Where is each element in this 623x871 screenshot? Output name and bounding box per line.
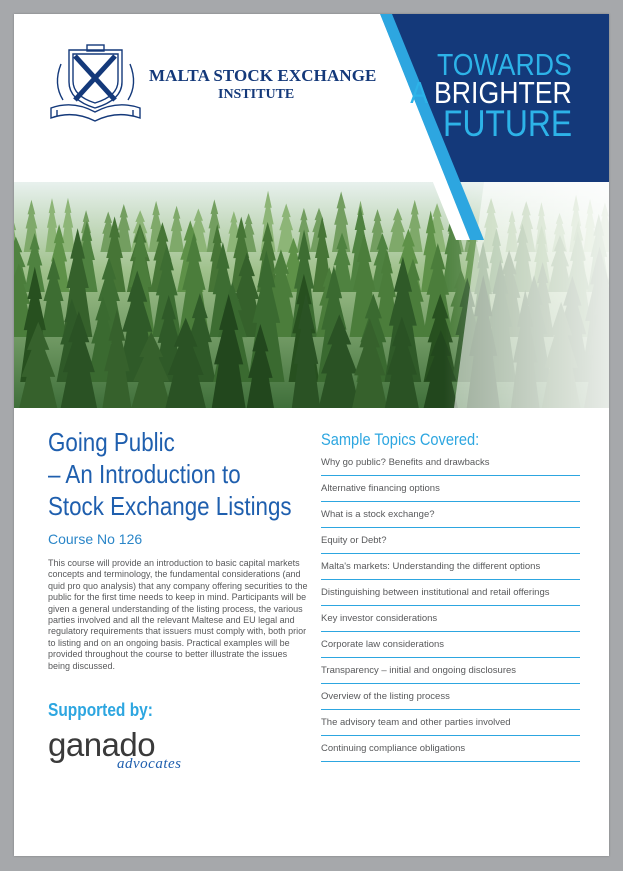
brochure-page [14, 14, 609, 856]
course-description: This course will provide an introduction to basic capital markets concepts and terminology, the fundamental considerations (and quid pro quo analysis) that any company offering securities to the public for the first time needs to keep in mind. Participants will be given a general understanding of the listing process, the various parties involved and all the relevant Maltese and EU legal and regulatory requirements that issuers must comply with, both prior to listing and on an ongoing basis. Practical examples will be provided throughout the course to better illustrate the issues being discussed. [48, 558, 308, 671]
supported-by-heading: Supported by: [48, 700, 153, 720]
topic-item: Transparency – initial and ongoing disclosures [321, 658, 580, 684]
course-number: Course No 126 [48, 531, 143, 547]
course-title-line: Going Public [48, 427, 175, 457]
brand-subname: INSTITUTE [218, 87, 295, 102]
topic-item: Why go public? Benefits and drawbacks [321, 450, 580, 476]
topics-heading: Sample Topics Covered: [321, 430, 480, 449]
topic-item: Distinguishing between institutional and retail offerings [321, 580, 580, 606]
course-title [48, 426, 292, 522]
topic-item: Key investor considerations [321, 606, 580, 632]
sponsor-logo-name: ganado [48, 726, 156, 763]
tagline-future: FUTURE [442, 103, 572, 144]
course-title-line: Stock Exchange Listings [48, 491, 292, 521]
topic-item: Alternative financing options [321, 476, 580, 502]
topic-item: Corporate law considerations [321, 632, 580, 658]
sponsor-logo-subtitle: advocates [117, 756, 182, 772]
topic-item: Equity or Debt? [321, 528, 580, 554]
tagline-a: A [410, 75, 427, 110]
tagline-brighter: BRIGHTER [434, 75, 572, 110]
course-title-line: – An Introduction to [48, 459, 241, 489]
topic-item: Malta's markets: Understanding the different options [321, 554, 580, 580]
topic-item: Overview of the listing process [321, 684, 580, 710]
topic-item: What is a stock exchange? [321, 502, 580, 528]
brand-name: MALTA STOCK EXCHANGE [149, 66, 377, 85]
topics-list [321, 450, 580, 762]
topic-item: Continuing compliance obligations [321, 736, 580, 762]
topic-item: The advisory team and other parties involved [321, 710, 580, 736]
tagline-towards: TOWARDS [437, 47, 572, 82]
